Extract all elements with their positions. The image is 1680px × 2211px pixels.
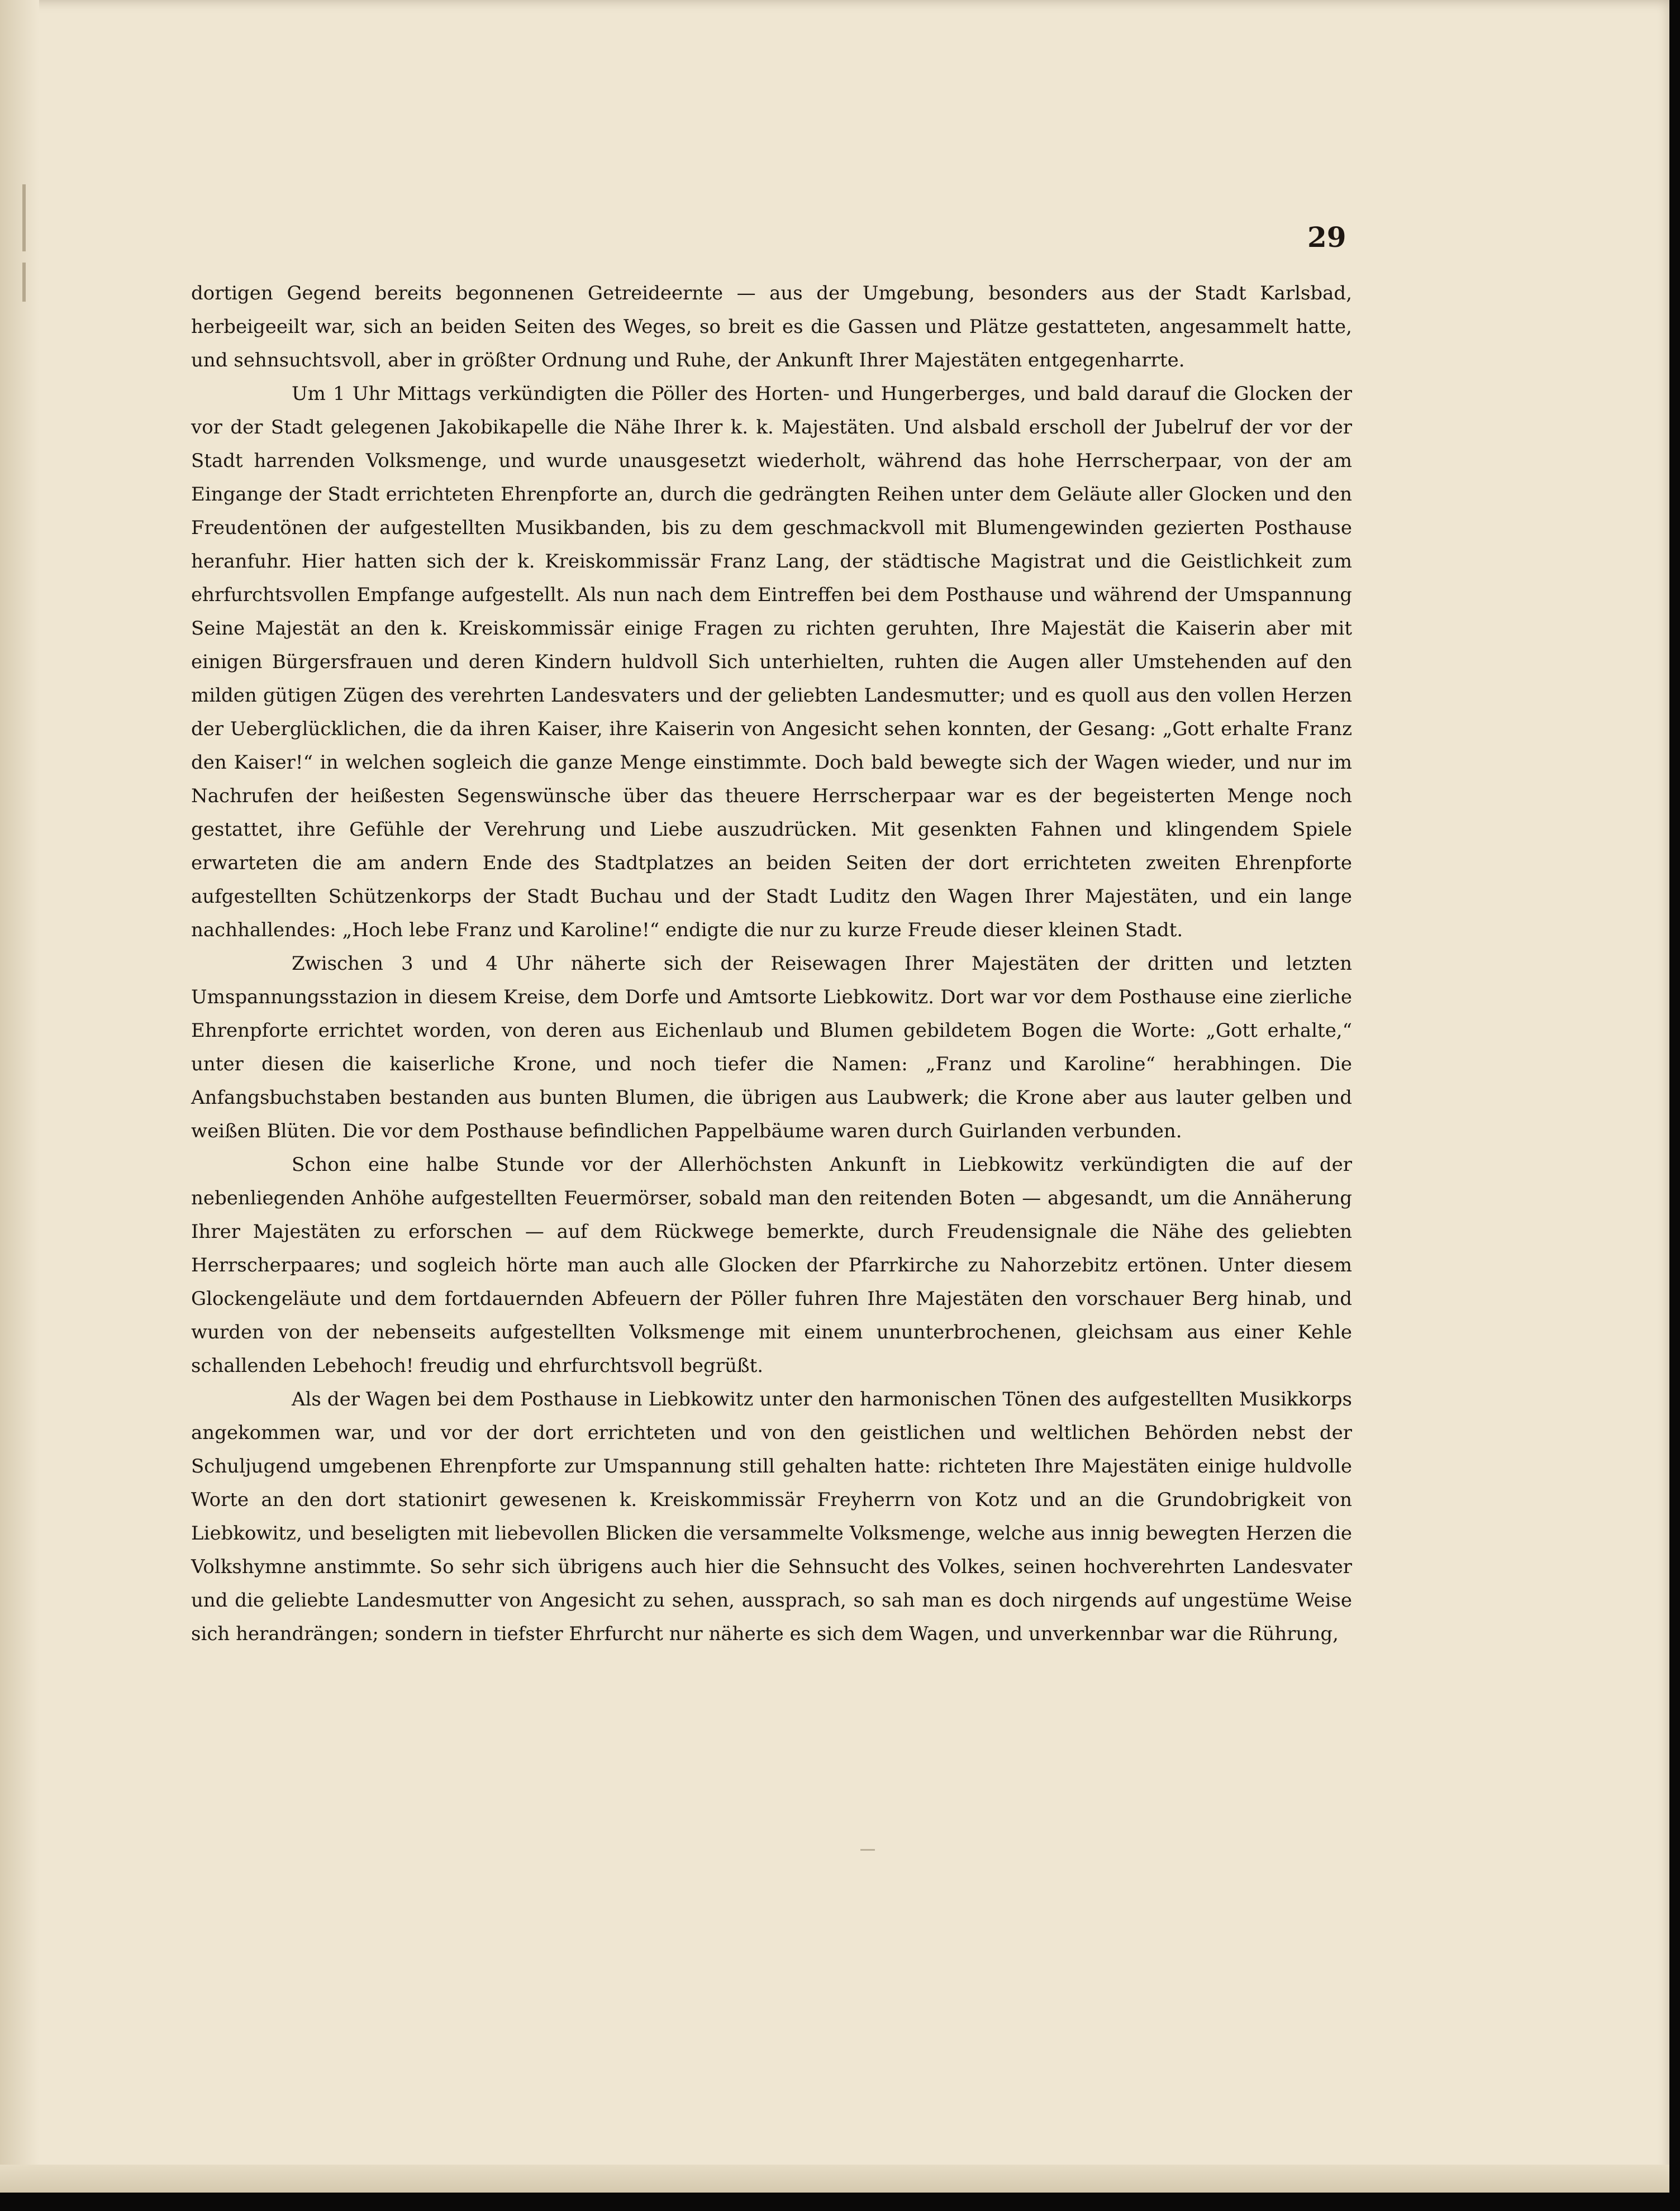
page-number: 29 <box>1307 221 1346 254</box>
paragraph: Zwischen 3 und 4 Uhr näherte sich der Reisewagen Ihrer Majestäten der dritten und letzten Umspannungsstazion in diesem Kreise, dem Dorfe und Amtsorte Liebkowitz. Dort war vor dem Posthause eine zierliche Ehrenpforte errichtet worden, von deren aus Eichenlaub und Blumen gebildetem Bogen die Worte: „Gott erhalte,“ unter diesen die kaiserliche Krone, und noch tiefer die Namen: „Franz und Karoline“ herabhingen. Die Anfangsbuchstaben bestanden aus bunten Blumen, die übrigen aus Laubwerk; die Krone aber aus lauter gelben und weißen Blüten. Die vor dem Posthause befindlichen Pappelbäume waren durch Guirlanden verbunden. <box>191 952 1352 1142</box>
body-text <box>191 277 1352 1651</box>
binding-mark <box>22 184 26 251</box>
paragraph: Schon eine halbe Stunde vor der Allerhöchsten Ankunft in Liebkowitz verkündigten die auf der nebenliegenden Anhöhe aufgestellten Feuermörser, sobald man den reitenden Boten — abgesandt, um die Annäherung Ihrer Majestäten zu erforschen — auf dem Rückwege bemerkte, durch Freudensignale die Nähe des geliebten Herrscherpaares; und sogleich hörte man auch alle Glocken der Pfarrkirche zu Nahorzebitz ertönen. Unter diesem Glockengeläute und dem fortdauernden Abfeuern der Pöller fuhren Ihre Majestäten den vorschauer Berg hinab, und wurden von der nebenseits aufgestellten Volksmenge mit einem ununterbrochenen, gleichsam aus einer Kehle schallenden Lebehoch! freudig und ehrfurchtsvoll begrüßt. <box>191 1154 1352 1377</box>
page-gutter <box>0 0 39 2193</box>
paragraph: dortigen Gegend bereits begonnenen Getreideernte — aus der Umgebung, besonders aus der Stadt Karlsbad, herbeigeeilt war, sich an beiden Seiten des Weges, so breit es die Gassen und Plätze gestatteten, angesammelt hatte, und sehnsuchtsvoll, aber in größter Ordnung und Ruhe, der Ankunft Ihrer Majestäten entgegenharrte. <box>191 282 1352 371</box>
binding-mark <box>22 263 26 302</box>
page-bottom-edge <box>0 2165 1669 2193</box>
paragraph: Um 1 Uhr Mittags verkündigten die Pöller des Horten- und Hungerberges, und bald darauf die Glocken der vor der Stadt gelegenen Jakobikapelle die Nähe Ihrer k. k. Majestäten. Und alsbald erscholl der Jubelruf der vor der Stadt harrenden Volksmenge, und wurde unausgesetzt wiederholt, während das hohe Herrscherpaar, von der am Eingange der Stadt errichteten Ehrenpforte an, durch die gedrängten Reihen unter dem Geläute aller Glocken und den Freudentönen der aufgestellten Musikbanden, bis zu dem geschmackvoll mit Blumengewinden gezierten Posthause heranfuhr. Hier hatten sich der k. Kreiskommissär Franz Lang, der städtische Magistrat und die Geistlichkeit zum ehrfurchtsvollen Empfange aufgestellt. Als nun nach dem Eintreffen bei dem Posthause und während der Umspannung Seine Majestät an den k. Kreiskommissär einige Fragen zu richten geruhten, Ihre Majestät die Kaiserin aber mit einigen Bürgersfrauen und deren Kindern huldvoll Sich unterhielten, ruhten die Augen aller Umstehenden auf den milden gütigen Zügen des verehrten Landesvaters und der geliebten Landesmutter; und es quoll aus den vollen Herzen der Ueberglücklichen, die da ihren Kaiser, ihre Kaiserin von Angesicht sehen konnten, der Gesang: „Gott erhalte Franz den Kaiser!“ in welchen sogleich die ganze Menge einstimmte. Doch bald bewegte sich der Wagen wieder, und nur im Nachrufen der heißesten Segenswünsche über das theuere Herrscherpaar war es der begeisterten Menge noch gestattet, ihre Gefühle der Verehrung und Liebe auszudrücken. Mit gesenkten Fahnen und klingendem Spiele erwarteten die am andern Ende des Stadtplatzes an beiden Seiten der dort errichteten zweiten Ehrenpforte aufgestellten Schützenkorps der Stadt Buchau und der Stadt Luditz den Wagen Ihrer Majestäten, und ein lange nachhallendes: „Hoch lebe Franz und Karoline!“ endigte die nur zu kurze Freude dieser kleinen Stadt. <box>191 383 1352 941</box>
paragraph: Als der Wagen bei dem Posthause in Liebkowitz unter den harmonischen Tönen des aufgestellten Musikkorps angekommen war, und vor der dort errichteten und von den geistlichen und weltlichen Behörden nebst der Schuljugend umgebenen Ehrenpforte zur Umspannung still gehalten hatte: richteten Ihre Majestäten einige huldvolle Worte an den dort stationirt gewesenen k. Kreiskommissär Freyherrn von Kotz und an die Grundobrigkeit von Liebkowitz, und beseligten mit liebevollen Blicken die versammelte Volksmenge, welche aus innig bewegten Herzen die Volkshymne anstimmte. So sehr sich übrigens auch hier die Sehnsucht des Volkes, seinen hochverehrten Landesvater und die geliebte Landesmutter von Angesicht zu sehen, aussprach, so sah man es doch nirgends auf ungestüme Weise sich herandrängen; sondern in tiefster Ehrfurcht nur näherte es sich dem Wagen, und unverkennbar war die Rührung, <box>191 1388 1352 1645</box>
pencil-mark <box>860 1849 875 1851</box>
